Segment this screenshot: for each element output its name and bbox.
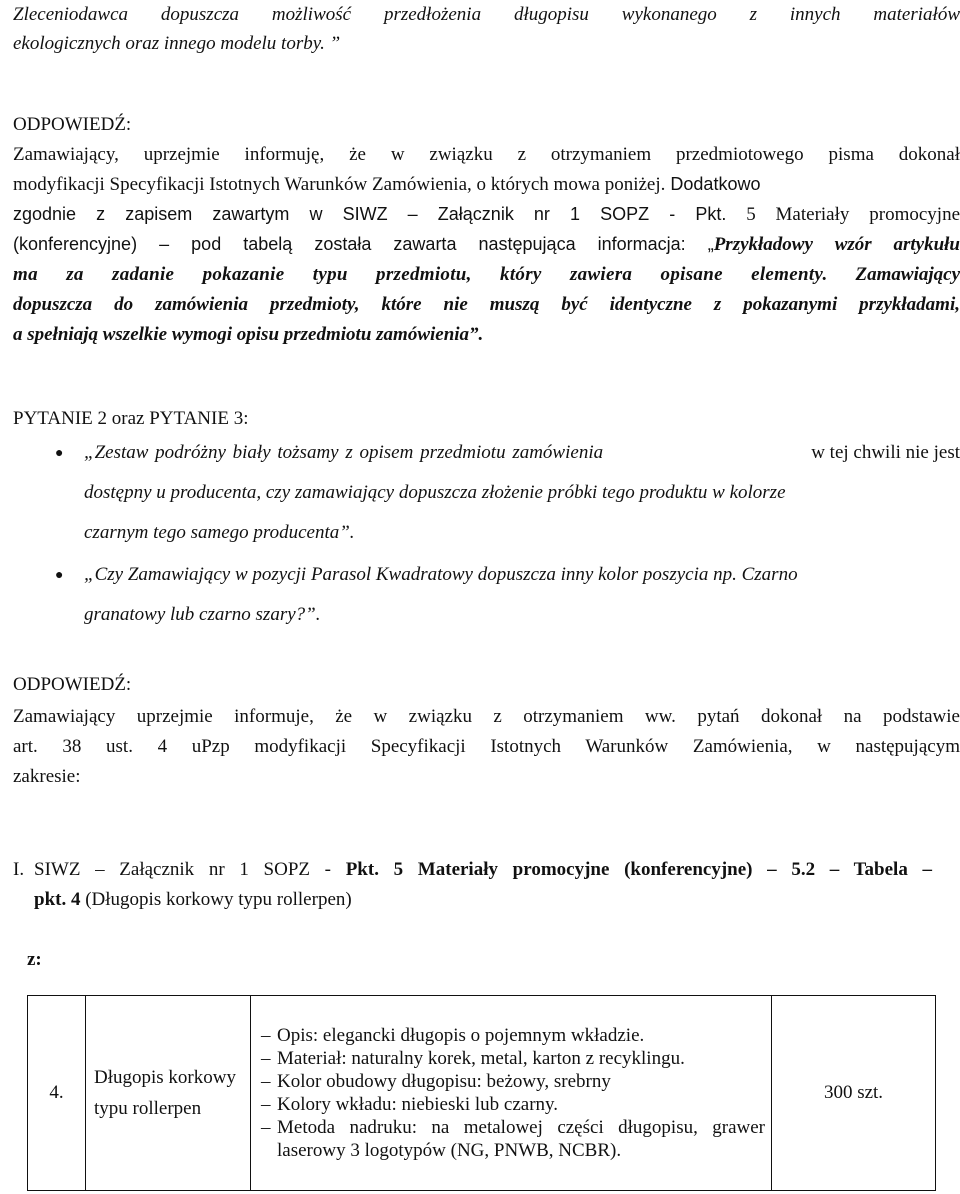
section-l1a: SIWZ – Załącznik nr 1 SOPZ - (34, 859, 332, 880)
bullet1-quote: „Zestaw podróżny biały tożsamy z opisem przedmiotu zamówienia (84, 442, 604, 463)
section-l2a: pkt. 4 (34, 889, 81, 910)
cell-specs (251, 996, 772, 1191)
answer1-l3: zgodnie z zapisem zawartym w SIWZ – Załącznik nr 1 SOPZ - Pkt. (13, 204, 727, 224)
bullet1-rest: w tej chwili nie jest (811, 442, 960, 463)
answer1-l4a: (konferencyjne) – pod tabelą została zawarta następująca informacja: „ (13, 234, 714, 254)
bullet-2-line-1: „Czy Zamawiający w pozycji Parasol Kwadratowy dopuszcza inny kolor poszycia np. Czarno (84, 564, 798, 585)
answer1-line-5 (13, 260, 960, 289)
bullet-dot-1: ● (55, 446, 64, 461)
intro-line-2: ekologicznych oraz innego modelu torby. ” (13, 33, 341, 54)
answer1-l5b: Zamawiający (827, 264, 960, 285)
answer1-l4b: Przykładowy wzór artykułu (713, 234, 960, 255)
answer1-l3b: 5 Materiały promocyjne (726, 204, 960, 225)
bullet-2-line-2: granatowy lub czarno szary?”. (84, 604, 321, 625)
answer1-line-1 (13, 140, 960, 169)
answer1-l1: Zamawiający, uprzejmie informuję, że w związku z otrzymaniem przedmiotowego pisma dokonał (13, 144, 960, 165)
answer1-l5: ma za zadanie pokazanie typu przedmiotu, który zawiera opisane elementy. (13, 264, 828, 285)
section-roman: I. (13, 859, 25, 880)
bullet-1-line-1 (84, 438, 960, 467)
table-row (28, 996, 936, 1191)
answer-heading-1: ODPOWIEDŹ: (13, 114, 132, 135)
questions-heading: PYTANIE 2 oraz PYTANIE 3: (13, 408, 249, 429)
section-l2b: (Długopis korkowy typu rollerpen) (80, 889, 352, 910)
bullet-1-line-3: czarnym tego samego producenta”. (84, 522, 355, 543)
list-item: – Materiał: naturalny korek, metal, karton z recyklingu. (261, 1047, 765, 1070)
spec-list (251, 1020, 771, 1166)
answer-heading-2: ODPOWIEDŹ: (13, 674, 132, 695)
answer1-l2b: Dodatkowo (665, 174, 761, 194)
answer1-line-4 (13, 230, 960, 259)
answer1-line-6: dopuszcza do zamówienia przedmioty, które nie muszą być identyczne z pokazanymi przykładami, (13, 294, 960, 315)
answer1-l2: modyfikacji Specyfikacji Istotnych Warunków Zamówienia, o których mowa poniżej. (13, 174, 666, 195)
answer1-line-7: a spełniają wszelkie wymogi opisu przedmiotu zamówienia”. (13, 324, 484, 345)
spec-table (27, 995, 936, 1191)
answer2-line-1: Zamawiający uprzejmie informuje, że w związku z otrzymaniem ww. pytań dokonał na podstawie (13, 706, 960, 727)
section-line-2 (34, 885, 934, 914)
answer1-line-3 (13, 200, 960, 229)
list-item: – Kolory wkładu: niebieski lub czarny. (261, 1093, 765, 1116)
list-item: – Opis: elegancki długopis o pojemnym wkładzie. (261, 1024, 765, 1047)
list-item: – Metoda nadruku: na metalowej części długopisu, grawer laserowy 3 logotypów (NG, PNWB, NCBR). (261, 1116, 765, 1162)
cell-number: 4. (28, 996, 86, 1191)
list-item: – Kolor obudowy długopisu: beżowy, srebrny (261, 1070, 765, 1093)
section-l1b: Pkt. 5 Materiały promocyjne (konferencyjne) – 5.2 – Tabela – (345, 859, 932, 880)
section-line-1 (34, 855, 932, 884)
bullet-dot-2: ● (55, 568, 64, 583)
cell-name: Długopis korkowy typu rollerpen (86, 996, 251, 1191)
bullet-1-line-2: dostępny u producenta, czy zamawiający dopuszcza złożenie próbki tego produktu w kolorze (84, 482, 786, 503)
answer2-line-3: zakresie: (13, 766, 81, 787)
answer2-line-2: art. 38 ust. 4 uPzp modyfikacji Specyfikacji Istotnych Warunków Zamówienia, w następującym (13, 736, 960, 757)
cell-quantity: 300 szt. (772, 996, 936, 1191)
z-label: z: (27, 949, 42, 970)
intro-line-1: Zleceniodawca dopuszcza możliwość przedłożenia długopisu wykonanego z innych materiałów (13, 4, 960, 25)
answer1-line-2 (13, 170, 960, 199)
